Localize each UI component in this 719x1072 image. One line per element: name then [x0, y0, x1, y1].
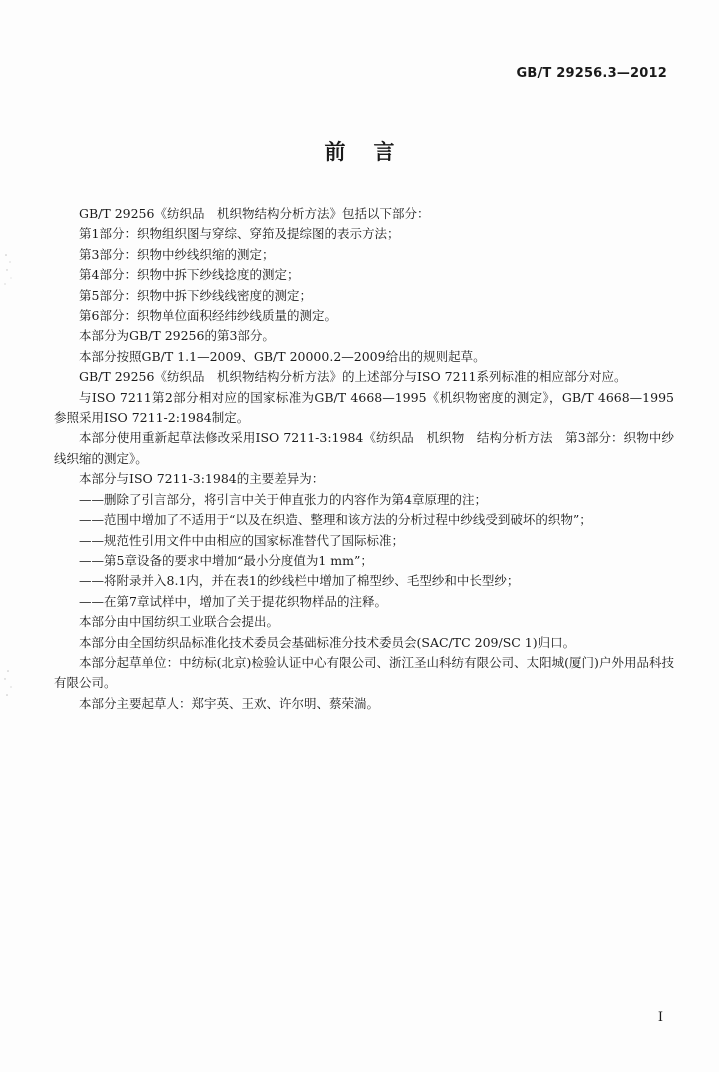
scan-noise-mark: [2, 250, 16, 290]
paragraph: 第6部分：织物单位面积经纬纱线质量的测定。: [79, 308, 337, 324]
paragraph: 本部分与ISO 7211-3:1984的主要差异为：: [79, 471, 325, 487]
scan-noise-mark: [2, 665, 16, 705]
paragraph: GB/T 29256《纺织品 机织物结构分析方法》包括以下部分：: [79, 206, 430, 221]
list-item: ——规范性引用文件中由相应的国家标准替代了国际标准；: [79, 532, 405, 548]
paragraph: 第5部分：织物中拆下纱线线密度的测定；: [79, 287, 312, 303]
list-item: ——在第7章试样中，增加了关于提花织物样品的注释。: [79, 593, 387, 609]
page-title: 前言: [324, 140, 423, 164]
paragraph: GB/T 29256《纺织品 机织物结构分析方法》的上述部分与ISO 7211系列标准的相应部分对应。: [79, 369, 627, 385]
paragraph: 第4部分：织物中拆下纱线捻度的测定；: [79, 267, 300, 283]
paragraph: 本部分使用重新起草法修改采用ISO 7211-3:1984《纺织品 机织物 结构分析方法 第3部分：织物中纱线织缩的测定》。: [54, 430, 674, 466]
paragraph: 本部分由全国纺织品标准化技术委员会基础标准分技术委员会(SAC/TC 209/SC 1)归口。: [79, 634, 576, 650]
document-body: [54, 204, 674, 714]
paragraph: 本部分为GB/T 29256的第3部分。: [79, 328, 275, 344]
paragraph: 本部分由中国纺织工业联合会提出。: [79, 614, 280, 630]
paragraph: 第1部分：织物组织图与穿综、穿筘及提综图的表示方法；: [79, 226, 400, 242]
paragraph: 本部分按照GB/T 1.1—2009、GB/T 20000.2—2009给出的规则起草。: [79, 348, 486, 364]
paragraph: 第3部分：织物中纱线织缩的测定；: [79, 246, 275, 262]
list-item: ——第5章设备的要求中增加“最小分度值为1 mm”；: [79, 552, 373, 568]
paragraph: 本部分主要起草人：郑宇英、王欢、许尔明、蔡荣湍。: [79, 695, 380, 711]
standard-number: GB/T 29256.3—2012: [516, 66, 667, 81]
paragraph: 与ISO 7211第2部分相对应的国家标准为GB/T 4668—1995《机织物密度的测定》，GB/T 4668—1995参照采用ISO 7211-2:1984制定。: [54, 389, 674, 426]
list-item: ——删除了引言部分，将引言中关于伸直张力的内容作为第4章原理的注；: [79, 491, 487, 507]
list-item: ——范围中增加了不适用于“以及在织造、整理和该方法的分析过程中纱线受到破坏的织物”；: [79, 512, 592, 528]
paragraph: 本部分起草单位：中纺标(北京)检验认证中心有限公司、浙江圣山科纺有限公司、太阳城(厦门)户外用品科技有限公司。: [54, 654, 674, 691]
list-item: ——将附录并入8.1内，并在表1的纱线栏中增加了棉型纱、毛型纱和中长型纱；: [79, 573, 520, 589]
page-number: I: [657, 1010, 663, 1025]
